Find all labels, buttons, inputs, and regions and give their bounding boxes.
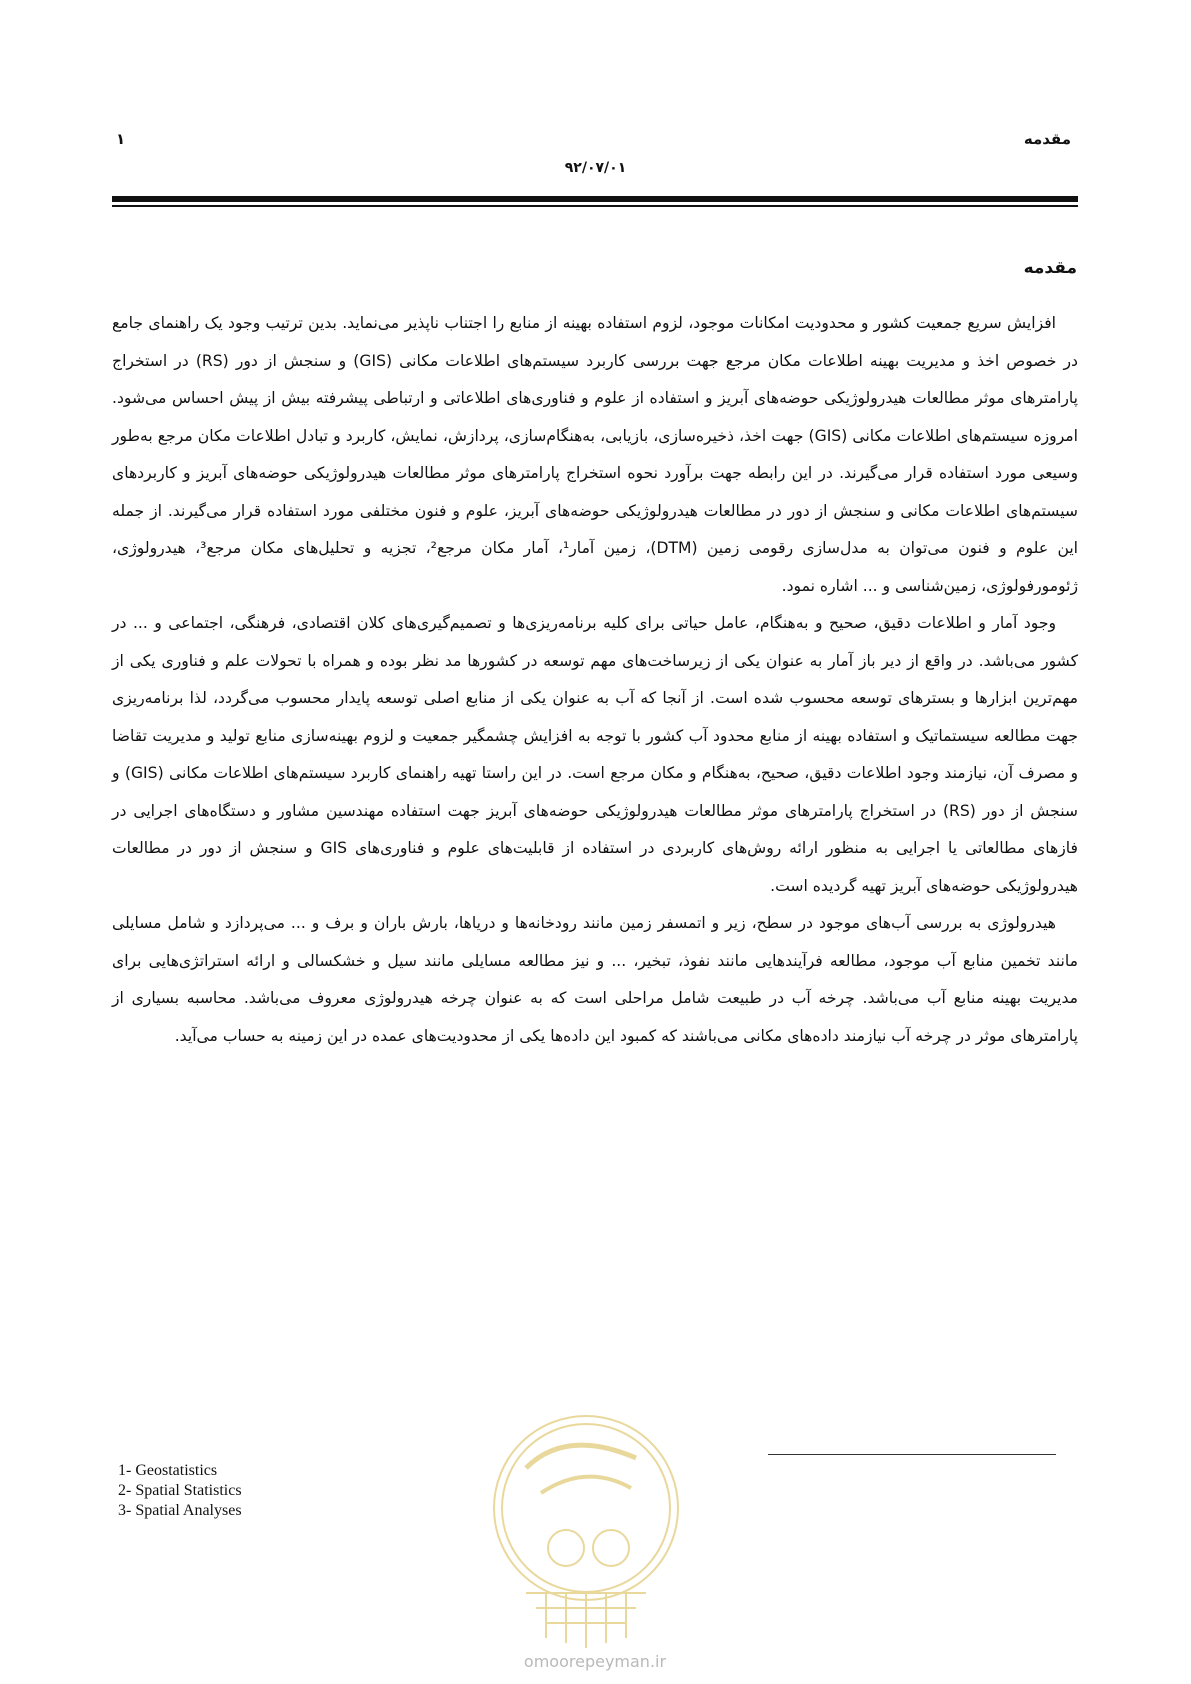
paragraph: وجود آمار و اطلاعات دقیق، صحیح و به‌هنگام، عامل حیاتی برای کلیه برنامه‌ریزی‌ها و تصمیم‌گیری‌های کلان اقتصادی، فرهنگی، اجتماعی و ... در کشور می‌باشد. در واقع از دیر باز آمار به عنوان یکی از زیرساخت‌های مهم توسعه در کشورها مد نظر بوده و همراه با تحولات علم و فناوری یکی از مهم‌ترین ابزارها و بسترهای توسعه محسوب شده است. از آنجا که آب به عنوان یکی از منابع اصلی توسعه پایدار محسوب می‌گردد، لذا برنامه‌ریزی جهت مطالعه سیستماتیک و استفاده بهینه از منابع محدود آب کشور با توجه به افزایش چشمگیر جمعیت و لزوم بهینه‌سازی منابع تولید و مدیریت تقاضا و مصرف آن، نیازمند وجود اطلاعات دقیق، صحیح، به‌هنگام و مکان مرجع است. در این راستا تهیه راهنمای کاربرد سیستم‌های اطلاعات مکانی (GIS) و سنجش از دور (RS) در استخراج پارامترهای موثر مطالعات هیدرولوژیکی حوضه‌های آبریز جهت استفاده مهندسین مشاور و دستگاه‌های اجرایی در فازهای مطالعاتی یا اجرایی به منظور ارائه روش‌های کاربردی در استفاده از قابلیت‌های علوم و فناوری‌های GIS و سنجش از دور در مطالعات هیدرولوژیکی حوضه‌های آبریز تهیه گردیده است.: [112, 614, 1079, 895]
watermark-seal-icon: [486, 1408, 686, 1673]
footnote-separator: [768, 1454, 1056, 1455]
running-header-title: مقدمه: [1023, 130, 1071, 148]
footnote: 3- Spatial Analyses: [118, 1502, 242, 1519]
section-title: مقدمه: [1023, 258, 1077, 278]
footnotes: [118, 1461, 242, 1521]
footnote: 1- Geostatistics: [118, 1462, 218, 1479]
header-date: ۹۲/۰۷/۰۱: [564, 160, 627, 176]
paragraph: افزایش سریع جمعیت کشور و محدودیت امکانات موجود، لزوم استفاده بهینه از منابع را اجتناب ناپذیر می‌نماید. بدین ترتیب وجود یک راهنمای جامع در خصوص اخذ و مدیریت بهینه اطلاعات مکان مرجع جهت بررسی کاربرد سیستم‌های اطلاعات مکانی (GIS) و سنجش از دور (RS) در استخراج پارامترهای موثر مطالعات هیدرولوژیکی حوضه‌های آبریز و استفاده از علوم و فناوری‌های اطلاعاتی و ارتباطی پیشرفته بیش از پیش احساس می‌شود. امروزه سیستم‌های اطلاعات مکانی (GIS) جهت اخذ، ذخیره‌سازی، بازیابی، به‌هنگام‌سازی، پردازش، نمایش، کاربرد و تبادل اطلاعات مکان مرجع به‌طور وسیعی مورد استفاده قرار می‌گیرند. در این رابطه جهت برآورد نحوه استخراج پارامترهای موثر مطالعات هیدرولوژیکی حوضه‌های آبریز و کاربردهای سیستم‌های اطلاعات مکانی و سنجش از دور در مطالعات هیدرولوژیکی حوضه‌های آبریز، علوم و فنون مختلفی مورد استفاده قرار می‌گیرند. از جمله این علوم و فنون می‌توان به مدل‌سازی رقومی زمین (DTM)، زمین آمار¹، آمار مکان مرجع²، تجزیه و تحلیل‌های مکان مرجع³، هیدرولوژی، ژئومورفولوژی، زمین‌شناسی و ... اشاره نمود.: [112, 314, 1079, 595]
footnote: 2- Spatial Statistics: [118, 1482, 242, 1499]
body-text: [112, 305, 1078, 1055]
page-number: ۱: [116, 130, 126, 148]
paragraph: هیدرولوژی به بررسی آب‌های موجود در سطح، زیر و اتمسفر زمین مانند رودخانه‌ها و دریاها، بارش باران و برف و ... می‌پردازد و شامل مسایلی مانند تخمین منابع آب موجود، مطالعه فرآیندهایی مانند نفوذ، تبخیر، ... و نیز مطالعه مسایلی مانند سیل و خشکسالی و ارائه استراتژی‌هایی برای مدیریت بهینه منابع آب می‌باشد. چرخه آب در طبیعت شامل مراحلی است که به عنوان چرخه هیدرولوژی معروف می‌باشد. محاسبه بسیاری از پارامترهای موثر در چرخه آب نیازمند داده‌های مکانی می‌باشند که کمبود این داده‌ها یکی از محدودیت‌های عمده در این زمینه به حساب می‌آید.: [112, 914, 1078, 1045]
header-rule-thick: [112, 196, 1078, 202]
watermark-url: omoorepeyman.ir: [523, 1652, 667, 1671]
header-rule-thin: [112, 205, 1078, 207]
